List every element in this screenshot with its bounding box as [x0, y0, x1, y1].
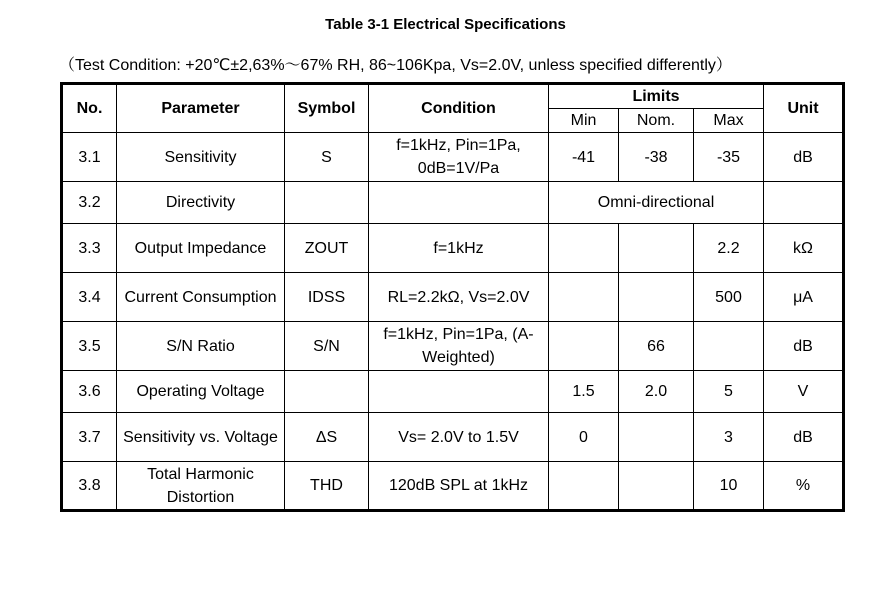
cell-no: 3.1: [62, 133, 117, 182]
cell-max: 5: [694, 371, 764, 413]
cell-nom: -38: [619, 133, 694, 182]
cell-nom: [619, 224, 694, 273]
cell-condition: 120dB SPL at 1kHz: [369, 462, 549, 511]
header-min: Min: [549, 109, 619, 133]
cell-unit: dB: [764, 413, 844, 462]
cell-parameter: S/N Ratio: [117, 322, 285, 371]
table-row: [62, 462, 844, 511]
cell-unit: [764, 182, 844, 224]
cell-symbol: IDSS: [285, 273, 369, 322]
cell-max: 3: [694, 413, 764, 462]
cell-unit: dB: [764, 133, 844, 182]
cell-max: 2.2: [694, 224, 764, 273]
cell-min: -41: [549, 133, 619, 182]
cell-condition: f=1kHz: [369, 224, 549, 273]
cell-max: 500: [694, 273, 764, 322]
cell-nom: 2.0: [619, 371, 694, 413]
cell-no: 3.7: [62, 413, 117, 462]
header-condition: Condition: [369, 84, 549, 133]
cell-no: 3.5: [62, 322, 117, 371]
cell-condition: Vs= 2.0V to 1.5V: [369, 413, 549, 462]
cell-max: [694, 322, 764, 371]
cell-no: 3.2: [62, 182, 117, 224]
cell-min: [549, 322, 619, 371]
cell-parameter: Total Harmonic Distortion: [117, 462, 285, 511]
cell-parameter: Sensitivity: [117, 133, 285, 182]
cell-unit: dB: [764, 322, 844, 371]
header-parameter: Parameter: [117, 84, 285, 133]
table-row: [62, 322, 844, 371]
cell-condition: [369, 371, 549, 413]
table-row: [62, 371, 844, 413]
cell-symbol: S: [285, 133, 369, 182]
header-unit: Unit: [764, 84, 844, 133]
cell-symbol: [285, 182, 369, 224]
cell-condition: f=1kHz, Pin=1Pa, (A-Weighted): [369, 322, 549, 371]
header-max: Max: [694, 109, 764, 133]
cell-parameter: Operating Voltage: [117, 371, 285, 413]
cell-min: [549, 224, 619, 273]
cell-symbol: THD: [285, 462, 369, 511]
header-symbol: Symbol: [285, 84, 369, 133]
table-row: [62, 133, 844, 182]
cell-parameter: Directivity: [117, 182, 285, 224]
cell-min: 0: [549, 413, 619, 462]
cell-unit: V: [764, 371, 844, 413]
header-nom: Nom.: [619, 109, 694, 133]
cell-condition: RL=2.2kΩ, Vs=2.0V: [369, 273, 549, 322]
table-row: [62, 273, 844, 322]
cell-max: -35: [694, 133, 764, 182]
cell-no: 3.3: [62, 224, 117, 273]
electrical-spec-table: [60, 82, 845, 512]
cell-nom: [619, 413, 694, 462]
cell-symbol: ZOUT: [285, 224, 369, 273]
cell-symbol: ΔS: [285, 413, 369, 462]
header-no: No.: [62, 84, 117, 133]
cell-condition: f=1kHz, Pin=1Pa, 0dB=1V/Pa: [369, 133, 549, 182]
cell-parameter: Sensitivity vs. Voltage: [117, 413, 285, 462]
cell-symbol: S/N: [285, 322, 369, 371]
cell-parameter: Output Impedance: [117, 224, 285, 273]
cell-no: 3.6: [62, 371, 117, 413]
header-limits: Limits: [549, 84, 764, 109]
cell-unit: μA: [764, 273, 844, 322]
cell-min: [549, 462, 619, 511]
table-row: [62, 182, 844, 224]
cell-nom: 66: [619, 322, 694, 371]
cell-min: 1.5: [549, 371, 619, 413]
table-row: [62, 413, 844, 462]
cell-limits-merged: Omni-directional: [549, 182, 764, 224]
cell-no: 3.8: [62, 462, 117, 511]
cell-nom: [619, 462, 694, 511]
cell-no: 3.4: [62, 273, 117, 322]
test-condition-note: （Test Condition: +20℃±2,63%～67% RH, 86~106Kpa, Vs=2.0V, unless specified differently）: [59, 57, 732, 74]
cell-max: 10: [694, 462, 764, 511]
table-row: [62, 224, 844, 273]
cell-unit: kΩ: [764, 224, 844, 273]
cell-min: [549, 273, 619, 322]
cell-symbol: [285, 371, 369, 413]
cell-parameter: Current Consumption: [117, 273, 285, 322]
header-row: [62, 84, 844, 109]
cell-condition: [369, 182, 549, 224]
cell-unit: %: [764, 462, 844, 511]
cell-nom: [619, 273, 694, 322]
table-title: Table 3-1 Electrical Specifications: [325, 16, 566, 33]
